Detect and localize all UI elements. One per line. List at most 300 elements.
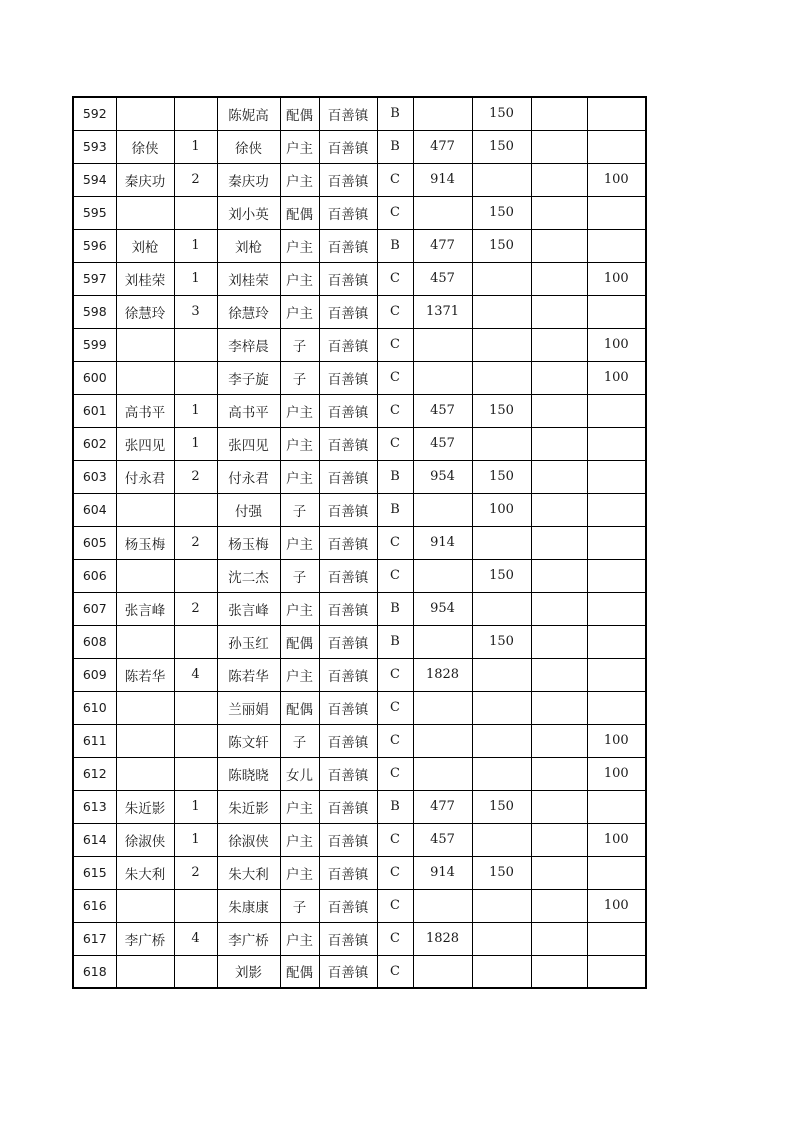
member-name-cell: 沈二杰 xyxy=(217,559,280,592)
town-cell: 百善镇 xyxy=(319,559,377,592)
subsidy-100-cell: 100 xyxy=(587,889,646,922)
row-number-cell: 595 xyxy=(73,196,116,229)
household-size-cell xyxy=(174,361,217,394)
household-size-cell: 1 xyxy=(174,823,217,856)
table-row xyxy=(73,955,646,988)
household-head-cell: 刘枪 xyxy=(116,229,174,262)
table-row xyxy=(73,97,646,130)
table-row xyxy=(73,889,646,922)
member-name-cell: 陈文轩 xyxy=(217,724,280,757)
subsidy-100-cell: 100 xyxy=(587,823,646,856)
household-head-cell xyxy=(116,328,174,361)
extra-cell xyxy=(531,592,587,625)
subsidy-150-cell xyxy=(472,889,531,922)
household-head-cell: 杨玉梅 xyxy=(116,526,174,559)
member-name-cell: 朱康康 xyxy=(217,889,280,922)
extra-cell xyxy=(531,889,587,922)
table-row xyxy=(73,196,646,229)
table-body xyxy=(73,97,646,988)
town-cell: 百善镇 xyxy=(319,955,377,988)
subsidy-150-cell: 150 xyxy=(472,856,531,889)
data-table xyxy=(72,96,647,989)
household-head-cell xyxy=(116,196,174,229)
town-cell: 百善镇 xyxy=(319,361,377,394)
household-head-cell xyxy=(116,757,174,790)
subsidy-150-cell xyxy=(472,724,531,757)
subsidy-100-cell xyxy=(587,394,646,427)
subsidy-150-cell xyxy=(472,328,531,361)
row-number-cell: 603 xyxy=(73,460,116,493)
amount-cell: 457 xyxy=(413,394,472,427)
member-name-cell: 李梓晨 xyxy=(217,328,280,361)
amount-cell xyxy=(413,493,472,526)
household-head-cell: 徐淑侠 xyxy=(116,823,174,856)
table-row xyxy=(73,460,646,493)
row-number-cell: 604 xyxy=(73,493,116,526)
household-head-cell: 陈若华 xyxy=(116,658,174,691)
table-row xyxy=(73,130,646,163)
level-cell: C xyxy=(377,856,413,889)
amount-cell: 457 xyxy=(413,427,472,460)
amount-cell: 954 xyxy=(413,460,472,493)
town-cell: 百善镇 xyxy=(319,526,377,559)
row-number-cell: 615 xyxy=(73,856,116,889)
amount-cell: 457 xyxy=(413,823,472,856)
level-cell: C xyxy=(377,757,413,790)
relation-cell: 子 xyxy=(280,724,319,757)
amount-cell: 914 xyxy=(413,526,472,559)
subsidy-150-cell: 100 xyxy=(472,493,531,526)
row-number-cell: 611 xyxy=(73,724,116,757)
member-name-cell: 陈妮高 xyxy=(217,97,280,130)
subsidy-150-cell xyxy=(472,526,531,559)
town-cell: 百善镇 xyxy=(319,130,377,163)
subsidy-100-cell xyxy=(587,922,646,955)
household-size-cell xyxy=(174,724,217,757)
extra-cell xyxy=(531,196,587,229)
table-row xyxy=(73,295,646,328)
amount-cell xyxy=(413,361,472,394)
extra-cell xyxy=(531,658,587,691)
subsidy-100-cell xyxy=(587,691,646,724)
amount-cell: 457 xyxy=(413,262,472,295)
household-size-cell xyxy=(174,328,217,361)
level-cell: B xyxy=(377,790,413,823)
amount-cell: 914 xyxy=(413,163,472,196)
household-size-cell: 2 xyxy=(174,460,217,493)
subsidy-100-cell xyxy=(587,625,646,658)
subsidy-150-cell: 150 xyxy=(472,625,531,658)
extra-cell xyxy=(531,757,587,790)
household-head-cell xyxy=(116,691,174,724)
extra-cell xyxy=(531,922,587,955)
subsidy-100-cell xyxy=(587,427,646,460)
household-head-cell xyxy=(116,493,174,526)
extra-cell xyxy=(531,295,587,328)
amount-cell: 477 xyxy=(413,790,472,823)
subsidy-150-cell xyxy=(472,592,531,625)
extra-cell xyxy=(531,427,587,460)
member-name-cell: 陈若华 xyxy=(217,658,280,691)
member-name-cell: 付强 xyxy=(217,493,280,526)
town-cell: 百善镇 xyxy=(319,262,377,295)
amount-cell xyxy=(413,724,472,757)
level-cell: B xyxy=(377,460,413,493)
amount-cell: 1371 xyxy=(413,295,472,328)
household-size-cell xyxy=(174,757,217,790)
extra-cell xyxy=(531,493,587,526)
subsidy-100-cell xyxy=(587,955,646,988)
extra-cell xyxy=(531,361,587,394)
relation-cell: 户主 xyxy=(280,526,319,559)
household-head-cell: 徐慧玲 xyxy=(116,295,174,328)
town-cell: 百善镇 xyxy=(319,724,377,757)
relation-cell: 户主 xyxy=(280,163,319,196)
table-row xyxy=(73,427,646,460)
household-head-cell xyxy=(116,97,174,130)
row-number-cell: 618 xyxy=(73,955,116,988)
relation-cell: 户主 xyxy=(280,823,319,856)
table-row xyxy=(73,559,646,592)
relation-cell: 配偶 xyxy=(280,625,319,658)
table-row xyxy=(73,328,646,361)
extra-cell xyxy=(531,625,587,658)
town-cell: 百善镇 xyxy=(319,328,377,361)
level-cell: C xyxy=(377,361,413,394)
household-head-cell xyxy=(116,724,174,757)
subsidy-100-cell xyxy=(587,460,646,493)
table-row xyxy=(73,823,646,856)
town-cell: 百善镇 xyxy=(319,229,377,262)
table-row xyxy=(73,625,646,658)
subsidy-100-cell xyxy=(587,130,646,163)
subsidy-150-cell: 150 xyxy=(472,130,531,163)
household-size-cell: 1 xyxy=(174,130,217,163)
household-head-cell: 张四见 xyxy=(116,427,174,460)
subsidy-100-cell: 100 xyxy=(587,328,646,361)
member-name-cell: 刘影 xyxy=(217,955,280,988)
member-name-cell: 李子旋 xyxy=(217,361,280,394)
subsidy-100-cell: 100 xyxy=(587,163,646,196)
table-row xyxy=(73,856,646,889)
extra-cell xyxy=(531,97,587,130)
member-name-cell: 高书平 xyxy=(217,394,280,427)
relation-cell: 子 xyxy=(280,328,319,361)
amount-cell: 1828 xyxy=(413,658,472,691)
town-cell: 百善镇 xyxy=(319,856,377,889)
household-head-cell: 朱大利 xyxy=(116,856,174,889)
level-cell: C xyxy=(377,724,413,757)
town-cell: 百善镇 xyxy=(319,790,377,823)
household-size-cell: 1 xyxy=(174,262,217,295)
relation-cell: 户主 xyxy=(280,460,319,493)
row-number-cell: 592 xyxy=(73,97,116,130)
row-number-cell: 606 xyxy=(73,559,116,592)
town-cell: 百善镇 xyxy=(319,658,377,691)
relation-cell: 子 xyxy=(280,889,319,922)
town-cell: 百善镇 xyxy=(319,295,377,328)
level-cell: C xyxy=(377,163,413,196)
town-cell: 百善镇 xyxy=(319,163,377,196)
member-name-cell: 刘小英 xyxy=(217,196,280,229)
town-cell: 百善镇 xyxy=(319,823,377,856)
member-name-cell: 刘桂荣 xyxy=(217,262,280,295)
level-cell: C xyxy=(377,691,413,724)
extra-cell xyxy=(531,526,587,559)
subsidy-100-cell xyxy=(587,592,646,625)
level-cell: C xyxy=(377,889,413,922)
extra-cell xyxy=(531,559,587,592)
relation-cell: 户主 xyxy=(280,427,319,460)
town-cell: 百善镇 xyxy=(319,691,377,724)
household-size-cell: 1 xyxy=(174,790,217,823)
household-size-cell: 2 xyxy=(174,163,217,196)
subsidy-100-cell: 100 xyxy=(587,724,646,757)
subsidy-150-cell: 150 xyxy=(472,196,531,229)
town-cell: 百善镇 xyxy=(319,460,377,493)
subsidy-100-cell xyxy=(587,229,646,262)
row-number-cell: 601 xyxy=(73,394,116,427)
level-cell: B xyxy=(377,625,413,658)
subsidy-100-cell xyxy=(587,196,646,229)
extra-cell xyxy=(531,460,587,493)
subsidy-150-cell: 150 xyxy=(472,790,531,823)
subsidy-100-cell xyxy=(587,559,646,592)
town-cell: 百善镇 xyxy=(319,427,377,460)
level-cell: B xyxy=(377,97,413,130)
amount-cell: 477 xyxy=(413,130,472,163)
row-number-cell: 608 xyxy=(73,625,116,658)
member-name-cell: 朱大利 xyxy=(217,856,280,889)
household-size-cell xyxy=(174,691,217,724)
member-name-cell: 徐慧玲 xyxy=(217,295,280,328)
row-number-cell: 599 xyxy=(73,328,116,361)
amount-cell: 954 xyxy=(413,592,472,625)
town-cell: 百善镇 xyxy=(319,196,377,229)
member-name-cell: 朱近影 xyxy=(217,790,280,823)
amount-cell xyxy=(413,889,472,922)
amount-cell xyxy=(413,691,472,724)
town-cell: 百善镇 xyxy=(319,493,377,526)
household-size-cell xyxy=(174,97,217,130)
row-number-cell: 598 xyxy=(73,295,116,328)
amount-cell xyxy=(413,97,472,130)
member-name-cell: 孙玉红 xyxy=(217,625,280,658)
subsidy-100-cell xyxy=(587,526,646,559)
subsidy-150-cell: 150 xyxy=(472,460,531,493)
subsidy-150-cell xyxy=(472,262,531,295)
extra-cell xyxy=(531,394,587,427)
town-cell: 百善镇 xyxy=(319,625,377,658)
extra-cell xyxy=(531,955,587,988)
household-head-cell xyxy=(116,559,174,592)
household-head-cell: 付永君 xyxy=(116,460,174,493)
amount-cell: 914 xyxy=(413,856,472,889)
household-size-cell: 4 xyxy=(174,658,217,691)
extra-cell xyxy=(531,328,587,361)
row-number-cell: 602 xyxy=(73,427,116,460)
level-cell: C xyxy=(377,427,413,460)
subsidy-150-cell xyxy=(472,163,531,196)
household-head-cell xyxy=(116,889,174,922)
amount-cell: 477 xyxy=(413,229,472,262)
subsidy-150-cell: 150 xyxy=(472,394,531,427)
row-number-cell: 593 xyxy=(73,130,116,163)
level-cell: C xyxy=(377,262,413,295)
row-number-cell: 594 xyxy=(73,163,116,196)
amount-cell: 1828 xyxy=(413,922,472,955)
household-head-cell xyxy=(116,361,174,394)
subsidy-100-cell: 100 xyxy=(587,757,646,790)
subsidy-100-cell xyxy=(587,856,646,889)
subsidy-100-cell xyxy=(587,790,646,823)
amount-cell xyxy=(413,955,472,988)
subsidy-100-cell xyxy=(587,658,646,691)
level-cell: C xyxy=(377,559,413,592)
extra-cell xyxy=(531,262,587,295)
row-number-cell: 613 xyxy=(73,790,116,823)
relation-cell: 配偶 xyxy=(280,691,319,724)
subsidy-150-cell xyxy=(472,955,531,988)
amount-cell xyxy=(413,559,472,592)
table-row xyxy=(73,262,646,295)
relation-cell: 户主 xyxy=(280,130,319,163)
extra-cell xyxy=(531,130,587,163)
amount-cell xyxy=(413,625,472,658)
extra-cell xyxy=(531,229,587,262)
member-name-cell: 陈晓晓 xyxy=(217,757,280,790)
relation-cell: 户主 xyxy=(280,658,319,691)
row-number-cell: 600 xyxy=(73,361,116,394)
household-head-cell: 张言峰 xyxy=(116,592,174,625)
level-cell: C xyxy=(377,658,413,691)
town-cell: 百善镇 xyxy=(319,889,377,922)
subsidy-150-cell xyxy=(472,691,531,724)
member-name-cell: 张言峰 xyxy=(217,592,280,625)
town-cell: 百善镇 xyxy=(319,394,377,427)
table-row xyxy=(73,790,646,823)
household-size-cell xyxy=(174,559,217,592)
member-name-cell: 杨玉梅 xyxy=(217,526,280,559)
relation-cell: 户主 xyxy=(280,262,319,295)
level-cell: C xyxy=(377,526,413,559)
extra-cell xyxy=(531,790,587,823)
table-row xyxy=(73,163,646,196)
member-name-cell: 秦庆功 xyxy=(217,163,280,196)
row-number-cell: 617 xyxy=(73,922,116,955)
amount-cell xyxy=(413,196,472,229)
extra-cell xyxy=(531,163,587,196)
subsidy-100-cell xyxy=(587,493,646,526)
level-cell: C xyxy=(377,328,413,361)
extra-cell xyxy=(531,856,587,889)
subsidy-100-cell xyxy=(587,97,646,130)
extra-cell xyxy=(531,823,587,856)
level-cell: C xyxy=(377,823,413,856)
subsidy-150-cell: 150 xyxy=(472,229,531,262)
row-number-cell: 614 xyxy=(73,823,116,856)
table-row xyxy=(73,757,646,790)
row-number-cell: 607 xyxy=(73,592,116,625)
relation-cell: 户主 xyxy=(280,394,319,427)
subsidy-100-cell: 100 xyxy=(587,262,646,295)
row-number-cell: 616 xyxy=(73,889,116,922)
town-cell: 百善镇 xyxy=(319,592,377,625)
relation-cell: 女儿 xyxy=(280,757,319,790)
table-row xyxy=(73,361,646,394)
row-number-cell: 609 xyxy=(73,658,116,691)
table-row xyxy=(73,592,646,625)
level-cell: C xyxy=(377,196,413,229)
relation-cell: 配偶 xyxy=(280,196,319,229)
table-row xyxy=(73,922,646,955)
household-size-cell: 2 xyxy=(174,856,217,889)
relation-cell: 户主 xyxy=(280,856,319,889)
household-head-cell: 刘桂荣 xyxy=(116,262,174,295)
subsidy-150-cell: 150 xyxy=(472,97,531,130)
member-name-cell: 徐侠 xyxy=(217,130,280,163)
extra-cell xyxy=(531,691,587,724)
amount-cell xyxy=(413,328,472,361)
table-row xyxy=(73,691,646,724)
relation-cell: 户主 xyxy=(280,790,319,823)
subsidy-150-cell xyxy=(472,658,531,691)
household-size-cell: 2 xyxy=(174,526,217,559)
household-size-cell xyxy=(174,625,217,658)
household-head-cell xyxy=(116,625,174,658)
level-cell: B xyxy=(377,493,413,526)
subsidy-100-cell xyxy=(587,295,646,328)
town-cell: 百善镇 xyxy=(319,922,377,955)
level-cell: B xyxy=(377,229,413,262)
household-size-cell: 1 xyxy=(174,427,217,460)
household-size-cell: 1 xyxy=(174,229,217,262)
household-size-cell: 2 xyxy=(174,592,217,625)
household-head-cell xyxy=(116,955,174,988)
subsidy-150-cell xyxy=(472,295,531,328)
subsidy-150-cell: 150 xyxy=(472,559,531,592)
table-row xyxy=(73,493,646,526)
town-cell: 百善镇 xyxy=(319,757,377,790)
relation-cell: 配偶 xyxy=(280,955,319,988)
household-head-cell: 高书平 xyxy=(116,394,174,427)
household-size-cell: 3 xyxy=(174,295,217,328)
row-number-cell: 612 xyxy=(73,757,116,790)
relation-cell: 子 xyxy=(280,361,319,394)
amount-cell xyxy=(413,757,472,790)
subsidy-150-cell xyxy=(472,361,531,394)
relation-cell: 户主 xyxy=(280,295,319,328)
subsidy-150-cell xyxy=(472,427,531,460)
level-cell: C xyxy=(377,295,413,328)
table-row xyxy=(73,724,646,757)
member-name-cell: 兰丽娟 xyxy=(217,691,280,724)
level-cell: C xyxy=(377,922,413,955)
relation-cell: 子 xyxy=(280,559,319,592)
level-cell: C xyxy=(377,394,413,427)
member-name-cell: 李广桥 xyxy=(217,922,280,955)
level-cell: B xyxy=(377,592,413,625)
relation-cell: 配偶 xyxy=(280,97,319,130)
row-number-cell: 597 xyxy=(73,262,116,295)
row-number-cell: 605 xyxy=(73,526,116,559)
relation-cell: 户主 xyxy=(280,592,319,625)
table-row xyxy=(73,526,646,559)
household-head-cell: 秦庆功 xyxy=(116,163,174,196)
level-cell: C xyxy=(377,955,413,988)
household-size-cell: 4 xyxy=(174,922,217,955)
subsidy-150-cell xyxy=(472,823,531,856)
